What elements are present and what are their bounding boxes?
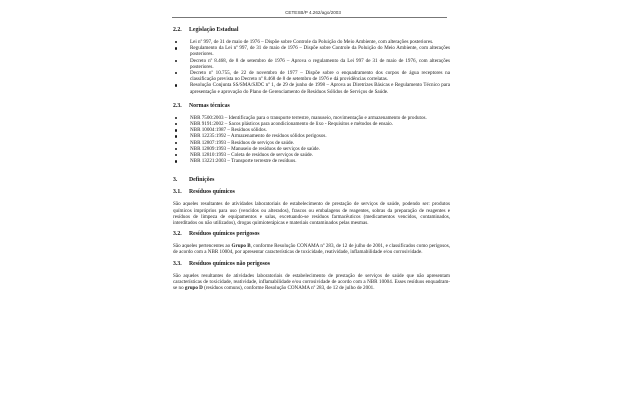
- group-b-emphasis: Grupo B: [231, 243, 251, 250]
- list-item: Decreto nº 10.755, de 22 de novembro de 1977 – Dispõe sobre o enquadramento dos corpos de água receptores na classificação prevista no Decreto nº 8.468 de 8 de setembro de 1976 e dá providências correlatas.: [173, 70, 450, 82]
- list-item: NBR 12809:1993 – Manuseio de resíduos de serviços de saúde.: [173, 146, 450, 152]
- section-title: Normas técnicas: [189, 102, 230, 109]
- section-heading-3-3: [173, 261, 450, 268]
- section-heading-3-2: [173, 231, 450, 238]
- list-item: NBR 12807:1993 – Resíduos de serviços de saúde.: [173, 140, 450, 146]
- section-title: Resíduos químicos: [189, 189, 235, 196]
- list-item: Decreto nº 8.468, de 8 de setembro de 1976 – Aprova o regulamento da Lei 997 de 31 de maio de 1976, com alterações posteriores.: [173, 58, 450, 70]
- section-heading-3: [173, 177, 450, 184]
- section-heading-2-2: [173, 27, 450, 34]
- section-title: Definições: [189, 177, 215, 184]
- list-item: Resolução Conjunta SS/SMA/SJDC nº 1, de 29 de junho de 1998 – Aprova as Diretrizes Básicas e Regulamento Técnico para apresentação e aprovação do Plano de Gerenciamento de Resíduos Sólidos de Serviços de Saúde.: [173, 82, 450, 94]
- paragraph-text: , conforme Resolução CONAMA nº 283, de 12 de julho de 2001, e classificados como perigosos, de acordo com a NBR 10004, por apresentar características de toxicidade, reatividade, inflamabilidade e/ou corrosividade.: [173, 243, 450, 256]
- list-item: NBR 12235:1992 – Armazenamento de resíduos sólidos perigosos.: [173, 133, 450, 139]
- paragraph-text: São aqueles resultantes de atividades laboratoriais de estabelecimento de prestação de serviços de saúde que não apresentam características de toxicidade, reatividade, inflamabilidade e/ou corrosividade de acordo com a NBR 10004. Esses resíduos enquadram-se no: [173, 272, 450, 292]
- legislation-list: [173, 39, 450, 95]
- section-number: 3.1.: [173, 189, 182, 196]
- list-item: NBR 12810:1993 – Coleta de resíduos de serviços de saúde.: [173, 152, 450, 158]
- section-heading-3-1: [173, 189, 450, 196]
- section-number: 3.2.: [173, 231, 182, 238]
- paragraph-text: São aqueles pertencentes ao: [173, 243, 232, 250]
- section-number: 2.3.: [173, 102, 182, 109]
- section-number: 3.3.: [173, 260, 182, 267]
- list-item: Lei nº 997, de 31 de maio de 1976 – Dispõe sobre Controle da Poluição do Meio Ambiente, com alterações posteriores.: [173, 39, 450, 45]
- section-number: 3.: [173, 177, 178, 184]
- header-rule: [172, 17, 447, 18]
- list-item: NBR 10004:1987 – Resíduos sólidos.: [173, 127, 450, 133]
- list-item: NBR 7500:2003 – Identificação para o transporte terrestre, manuseio, movimentação e armazenamento de produtos.: [173, 115, 450, 121]
- paragraph-text: (resíduos comuns), conforme Resolução CONAMA nº 283, de 12 de julho de 2001.: [202, 285, 375, 292]
- page-header: CETESB/P 4.262/ago/2003: [285, 10, 341, 15]
- section-title: Legislação Estadual: [189, 27, 239, 33]
- section-number: 2.2.: [173, 27, 182, 33]
- section-title: Resíduos químicos perigosos: [189, 231, 260, 238]
- section-title: Resíduos químicos não perigosos: [189, 260, 271, 267]
- section-heading-2-3: [173, 103, 450, 110]
- list-item: NBR 9191:2002 – Sacos plásticos para acondicionamento de lixo - Requisitos e métodos de ensaio.: [173, 121, 450, 127]
- paragraph: [173, 273, 450, 292]
- standards-list: [173, 115, 450, 165]
- document-body: [173, 22, 450, 296]
- group-d-emphasis: grupo D: [184, 285, 203, 292]
- paragraph: [173, 243, 450, 255]
- list-item: Regulamento da Lei nº 997, de 31 de maio de 1976 – Dispõe sobre Controle da Poluição do Meio Ambiente, com alterações posteriores.: [173, 45, 450, 57]
- paragraph: São aqueles resultantes de atividades laboratoriais de estabelecimento de prestação de serviços de saúde, podendo ser: produtos químicos impróprios para uso (vencidos ou alterados), frascos ou embalagens de reagentes, sobras da preparação de reagentes e resíduos de limpeza de equipamentos e salas, excetuando-se resíduos farmacêuticos (medicamentos vencidos, contaminados, interditados ou não utilizados), drogas quimioterápicas e materiais contaminados pelas mesmas.: [173, 201, 450, 227]
- list-item: NBR 13221:2003 – Transporte terrestre de resíduos.: [173, 158, 450, 164]
